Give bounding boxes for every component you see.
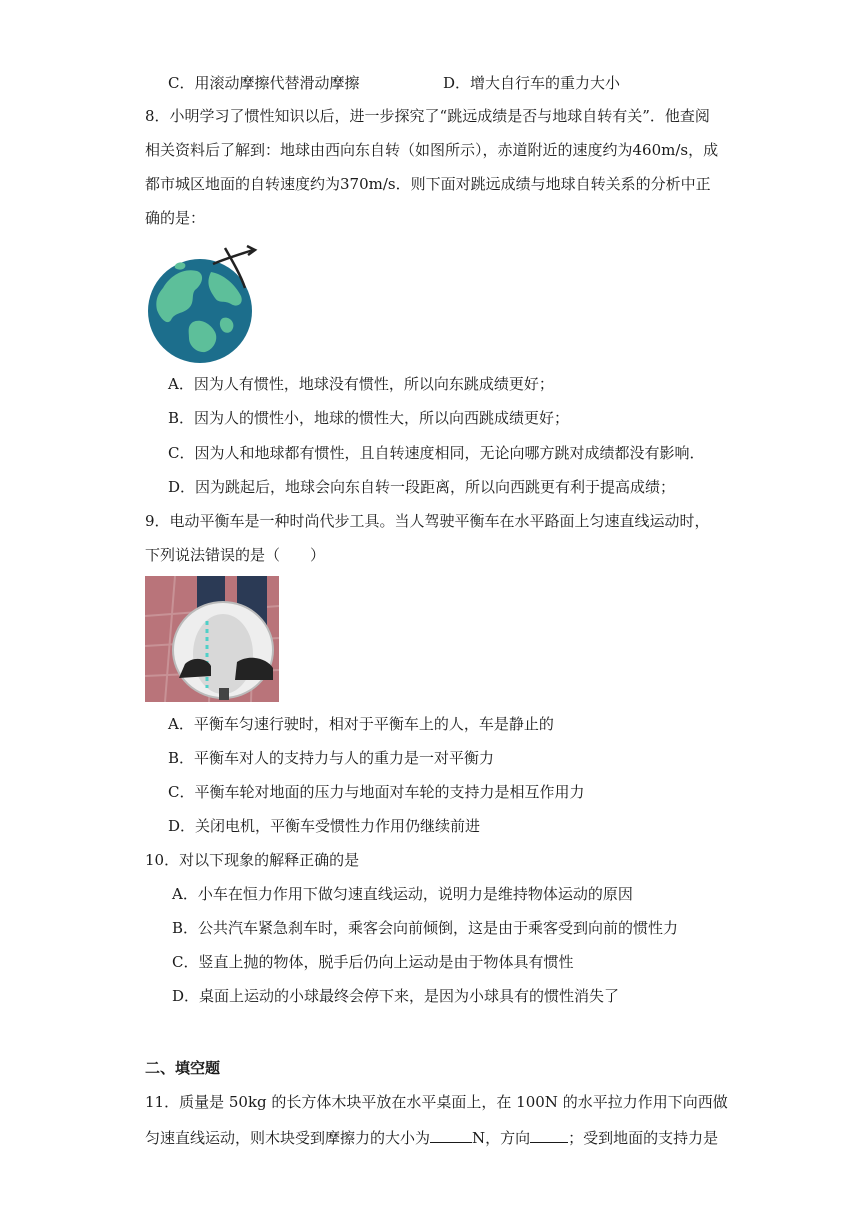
q7-options-row — [168, 72, 748, 93]
q7-option-d: D．增大自行车的重力大小 — [443, 74, 621, 92]
balance-scooter-photo — [145, 576, 279, 702]
q10-option-c: C．竖直上抛的物体，脱手后仍向上运动是由于物体具有惯性 — [172, 953, 574, 971]
earth-rotation-icon — [145, 238, 260, 366]
q11-text-part-1: 匀速直线运动，则木块受到摩擦力的大小为 — [145, 1129, 431, 1147]
q10-option-d: D．桌面上运动的小球最终会停下来，是因为小球具有的惯性消失了 — [172, 987, 620, 1005]
q8-option-b: B．因为人的惯性小，地球的惯性大，所以向西跳成绩更好； — [168, 409, 570, 427]
q11-blank-direction[interactable] — [530, 1126, 568, 1143]
q8-stem-line-1: 8．小明学习了惯性知识以后，进一步探究了“跳远成绩是否与地球自转有关”．他查阅 — [145, 107, 710, 125]
q10-stem: 10．对以下现象的解释正确的是 — [145, 851, 360, 869]
q11-stem-line-1: 11．质量是 50kg 的长方体木块平放在水平桌面上，在 100N 的水平拉力作用下向西做 — [145, 1093, 728, 1111]
q10-option-a: A．小车在恒力作用下做匀速直线运动，说明力是维持物体运动的原因 — [172, 885, 633, 903]
q8-option-c: C．因为人和地球都有惯性，且自转速度相同，无论向哪方跳对成绩都没有影响． — [168, 444, 705, 462]
q9-option-a: A．平衡车匀速行驶时，相对于平衡车上的人，车是静止的 — [168, 715, 554, 733]
q9-option-b: B．平衡车对人的支持力与人的重力是一对平衡力 — [168, 749, 495, 767]
q9-option-c: C．平衡车轮对地面的压力与地面对车轮的支持力是相互作用力 — [168, 783, 585, 801]
q11-text-part-3: ；受到地面的支持力是 — [568, 1129, 719, 1147]
q11-stem-line-2 — [145, 1126, 718, 1148]
q11-text-part-2: N，方向 — [472, 1129, 531, 1147]
q8-stem-line-4: 确的是： — [145, 209, 206, 227]
q10-option-b: B．公共汽车紧急刹车时，乘客会向前倾倒，这是由于乘客受到向前的惯性力 — [172, 919, 679, 937]
q7-option-c: C．用滚动摩擦代替滑动摩擦 — [168, 74, 360, 92]
q11-blank-friction[interactable] — [430, 1126, 472, 1143]
q9-option-d: D．关闭电机，平衡车受惯性力作用仍继续前进 — [168, 817, 481, 835]
q8-stem-line-3: 都市城区地面的自转速度约为370m/s．则下面对跳远成绩与地球自转关系的分析中正 — [145, 175, 711, 193]
q8-stem-line-2: 相关资料后了解到：地球由西向东自转（如图所示），赤道附近的速度约为460m/s，成 — [145, 141, 719, 159]
q9-stem-line-1: 9．电动平衡车是一种时尚代步工具。当人驾驶平衡车在水平路面上匀速直线运动时， — [145, 512, 710, 530]
q9-stem-line-2: 下列说法错误的是（ ） — [145, 546, 326, 564]
q8-option-d: D．因为跳起后，地球会向东自转一段距离，所以向西跳更有利于提高成绩； — [168, 478, 676, 496]
q8-option-a: A．因为人有惯性，地球没有惯性，所以向东跳成绩更好； — [168, 375, 554, 393]
section-title-fill-in: 二、填空题 — [145, 1059, 221, 1077]
